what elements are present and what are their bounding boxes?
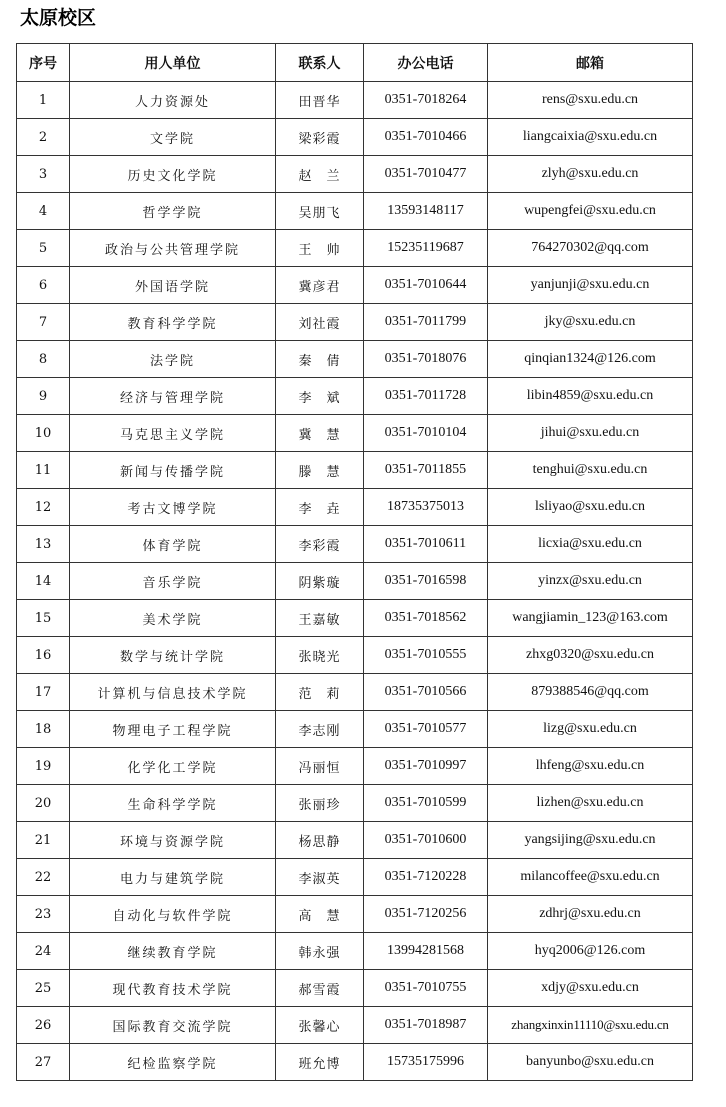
cell-office-phone: 0351-7010555 [364,637,488,674]
cell-office-phone: 0351-7011799 [364,304,488,341]
cell-employer-unit: 数学与统计学院 [70,637,276,674]
cell-serial-number: 4 [17,193,70,230]
cell-employer-unit: 计算机与信息技术学院 [70,674,276,711]
cell-contact-person: 梁彩霞 [276,119,364,156]
table-body [17,82,693,1081]
cell-office-phone: 0351-7018264 [364,82,488,119]
table-row [17,711,693,748]
cell-contact-person: 张晓光 [276,637,364,674]
cell-email: milancoffee@sxu.edu.cn [488,859,693,896]
cell-serial-number: 19 [17,748,70,785]
cell-contact-person: 张馨心 [276,1007,364,1044]
table-row [17,82,693,119]
cell-employer-unit: 教育科学学院 [70,304,276,341]
cell-employer-unit: 音乐学院 [70,563,276,600]
cell-email: zhangxinxin11110@sxu.edu.cn [488,1007,693,1044]
cell-contact-person: 李志刚 [276,711,364,748]
cell-contact-person: 冀 慧 [276,415,364,452]
cell-email: zdhrj@sxu.edu.cn [488,896,693,933]
cell-contact-person: 王嘉敏 [276,600,364,637]
cell-serial-number: 26 [17,1007,70,1044]
cell-office-phone: 0351-7010477 [364,156,488,193]
cell-contact-person: 李 斌 [276,378,364,415]
table-row [17,267,693,304]
cell-serial-number: 10 [17,415,70,452]
table-row [17,970,693,1007]
cell-serial-number: 23 [17,896,70,933]
cell-contact-person: 李淑英 [276,859,364,896]
table-row [17,600,693,637]
contacts-table [16,43,693,1081]
table-row [17,637,693,674]
cell-office-phone: 13593148117 [364,193,488,230]
cell-email: tenghui@sxu.edu.cn [488,452,693,489]
cell-serial-number: 22 [17,859,70,896]
cell-office-phone: 15235119687 [364,230,488,267]
cell-employer-unit: 物理电子工程学院 [70,711,276,748]
cell-serial-number: 15 [17,600,70,637]
cell-employer-unit: 人力资源处 [70,82,276,119]
cell-email: jky@sxu.edu.cn [488,304,693,341]
table-row [17,415,693,452]
cell-email: banyunbo@sxu.edu.cn [488,1044,693,1081]
cell-contact-person: 班允博 [276,1044,364,1081]
table-row [17,230,693,267]
cell-employer-unit: 马克思主义学院 [70,415,276,452]
cell-office-phone: 0351-7010600 [364,822,488,859]
cell-serial-number: 24 [17,933,70,970]
table-row [17,341,693,378]
table-row [17,785,693,822]
cell-employer-unit: 继续教育学院 [70,933,276,970]
cell-email: lsliyao@sxu.edu.cn [488,489,693,526]
cell-employer-unit: 环境与资源学院 [70,822,276,859]
cell-employer-unit: 新闻与传播学院 [70,452,276,489]
cell-office-phone: 0351-7010611 [364,526,488,563]
cell-contact-person: 吴朋飞 [276,193,364,230]
cell-email: lizg@sxu.edu.cn [488,711,693,748]
cell-contact-person: 李彩霞 [276,526,364,563]
cell-office-phone: 0351-7010644 [364,267,488,304]
cell-serial-number: 1 [17,82,70,119]
cell-serial-number: 12 [17,489,70,526]
cell-office-phone: 0351-7010104 [364,415,488,452]
cell-contact-person: 冀彦君 [276,267,364,304]
cell-office-phone: 13994281568 [364,933,488,970]
cell-employer-unit: 文学院 [70,119,276,156]
cell-serial-number: 9 [17,378,70,415]
cell-serial-number: 20 [17,785,70,822]
header-contact-person: 联系人 [276,44,364,82]
cell-serial-number: 6 [17,267,70,304]
cell-email: jihui@sxu.edu.cn [488,415,693,452]
cell-employer-unit: 考古文博学院 [70,489,276,526]
cell-contact-person: 冯丽恒 [276,748,364,785]
table-row [17,859,693,896]
cell-email: rens@sxu.edu.cn [488,82,693,119]
cell-office-phone: 0351-7010755 [364,970,488,1007]
table-row [17,119,693,156]
cell-employer-unit: 美术学院 [70,600,276,637]
cell-office-phone: 0351-7016598 [364,563,488,600]
cell-contact-person: 阴紫璇 [276,563,364,600]
cell-contact-person: 高 慧 [276,896,364,933]
cell-office-phone: 0351-7010997 [364,748,488,785]
cell-email: zlyh@sxu.edu.cn [488,156,693,193]
cell-email: licxia@sxu.edu.cn [488,526,693,563]
cell-employer-unit: 历史文化学院 [70,156,276,193]
cell-employer-unit: 法学院 [70,341,276,378]
cell-contact-person: 王 帅 [276,230,364,267]
cell-office-phone: 0351-7010599 [364,785,488,822]
header-employer-unit: 用人单位 [70,44,276,82]
cell-office-phone: 0351-7018987 [364,1007,488,1044]
cell-email: zhxg0320@sxu.edu.cn [488,637,693,674]
table-row [17,1007,693,1044]
table-row [17,563,693,600]
cell-contact-person: 滕 慧 [276,452,364,489]
cell-email: yanjunji@sxu.edu.cn [488,267,693,304]
cell-serial-number: 27 [17,1044,70,1081]
cell-contact-person: 李 垚 [276,489,364,526]
cell-employer-unit: 政治与公共管理学院 [70,230,276,267]
cell-email: lhfeng@sxu.edu.cn [488,748,693,785]
cell-office-phone: 15735175996 [364,1044,488,1081]
cell-serial-number: 2 [17,119,70,156]
table-row [17,822,693,859]
cell-serial-number: 16 [17,637,70,674]
cell-serial-number: 3 [17,156,70,193]
header-serial-number: 序号 [17,44,70,82]
cell-office-phone: 18735375013 [364,489,488,526]
cell-email: liangcaixia@sxu.edu.cn [488,119,693,156]
table-row [17,304,693,341]
cell-email: wupengfei@sxu.edu.cn [488,193,693,230]
cell-email: 764270302@qq.com [488,230,693,267]
cell-serial-number: 25 [17,970,70,1007]
cell-serial-number: 5 [17,230,70,267]
cell-contact-person: 秦 倩 [276,341,364,378]
cell-office-phone: 0351-7010566 [364,674,488,711]
table-row [17,193,693,230]
cell-employer-unit: 外国语学院 [70,267,276,304]
cell-email: libin4859@sxu.edu.cn [488,378,693,415]
cell-email: yinzx@sxu.edu.cn [488,563,693,600]
cell-serial-number: 8 [17,341,70,378]
cell-contact-person: 郝雪霞 [276,970,364,1007]
table-row [17,1044,693,1081]
cell-contact-person: 张丽珍 [276,785,364,822]
cell-office-phone: 0351-7018076 [364,341,488,378]
table-row [17,933,693,970]
cell-email: qinqian1324@126.com [488,341,693,378]
cell-employer-unit: 经济与管理学院 [70,378,276,415]
table-row [17,452,693,489]
cell-office-phone: 0351-7011855 [364,452,488,489]
cell-employer-unit: 现代教育技术学院 [70,970,276,1007]
cell-employer-unit: 纪检监察学院 [70,1044,276,1081]
table-row [17,674,693,711]
cell-employer-unit: 哲学学院 [70,193,276,230]
cell-office-phone: 0351-7010577 [364,711,488,748]
cell-serial-number: 21 [17,822,70,859]
table-row [17,378,693,415]
cell-office-phone: 0351-7010466 [364,119,488,156]
cell-email: hyq2006@126.com [488,933,693,970]
cell-employer-unit: 国际教育交流学院 [70,1007,276,1044]
cell-email: wangjiamin_123@163.com [488,600,693,637]
table-row [17,156,693,193]
cell-email: 879388546@qq.com [488,674,693,711]
header-email: 邮箱 [488,44,693,82]
cell-office-phone: 0351-7011728 [364,378,488,415]
cell-contact-person: 刘社霞 [276,304,364,341]
cell-employer-unit: 电力与建筑学院 [70,859,276,896]
cell-office-phone: 0351-7120256 [364,896,488,933]
cell-serial-number: 7 [17,304,70,341]
table-row [17,489,693,526]
cell-serial-number: 18 [17,711,70,748]
cell-serial-number: 11 [17,452,70,489]
page-title: 太原校区 [20,7,97,29]
cell-employer-unit: 化学化工学院 [70,748,276,785]
cell-contact-person: 杨思静 [276,822,364,859]
cell-contact-person: 田晋华 [276,82,364,119]
cell-contact-person: 赵 兰 [276,156,364,193]
cell-email: xdjy@sxu.edu.cn [488,970,693,1007]
table-row [17,748,693,785]
cell-employer-unit: 自动化与软件学院 [70,896,276,933]
header-office-phone: 办公电话 [364,44,488,82]
cell-email: lizhen@sxu.edu.cn [488,785,693,822]
cell-office-phone: 0351-7120228 [364,859,488,896]
cell-serial-number: 13 [17,526,70,563]
cell-contact-person: 韩永强 [276,933,364,970]
cell-serial-number: 17 [17,674,70,711]
table-header-row [17,44,693,82]
table-row [17,896,693,933]
table-row [17,526,693,563]
cell-office-phone: 0351-7018562 [364,600,488,637]
cell-employer-unit: 体育学院 [70,526,276,563]
cell-email: yangsijing@sxu.edu.cn [488,822,693,859]
cell-employer-unit: 生命科学学院 [70,785,276,822]
cell-serial-number: 14 [17,563,70,600]
cell-contact-person: 范 莉 [276,674,364,711]
